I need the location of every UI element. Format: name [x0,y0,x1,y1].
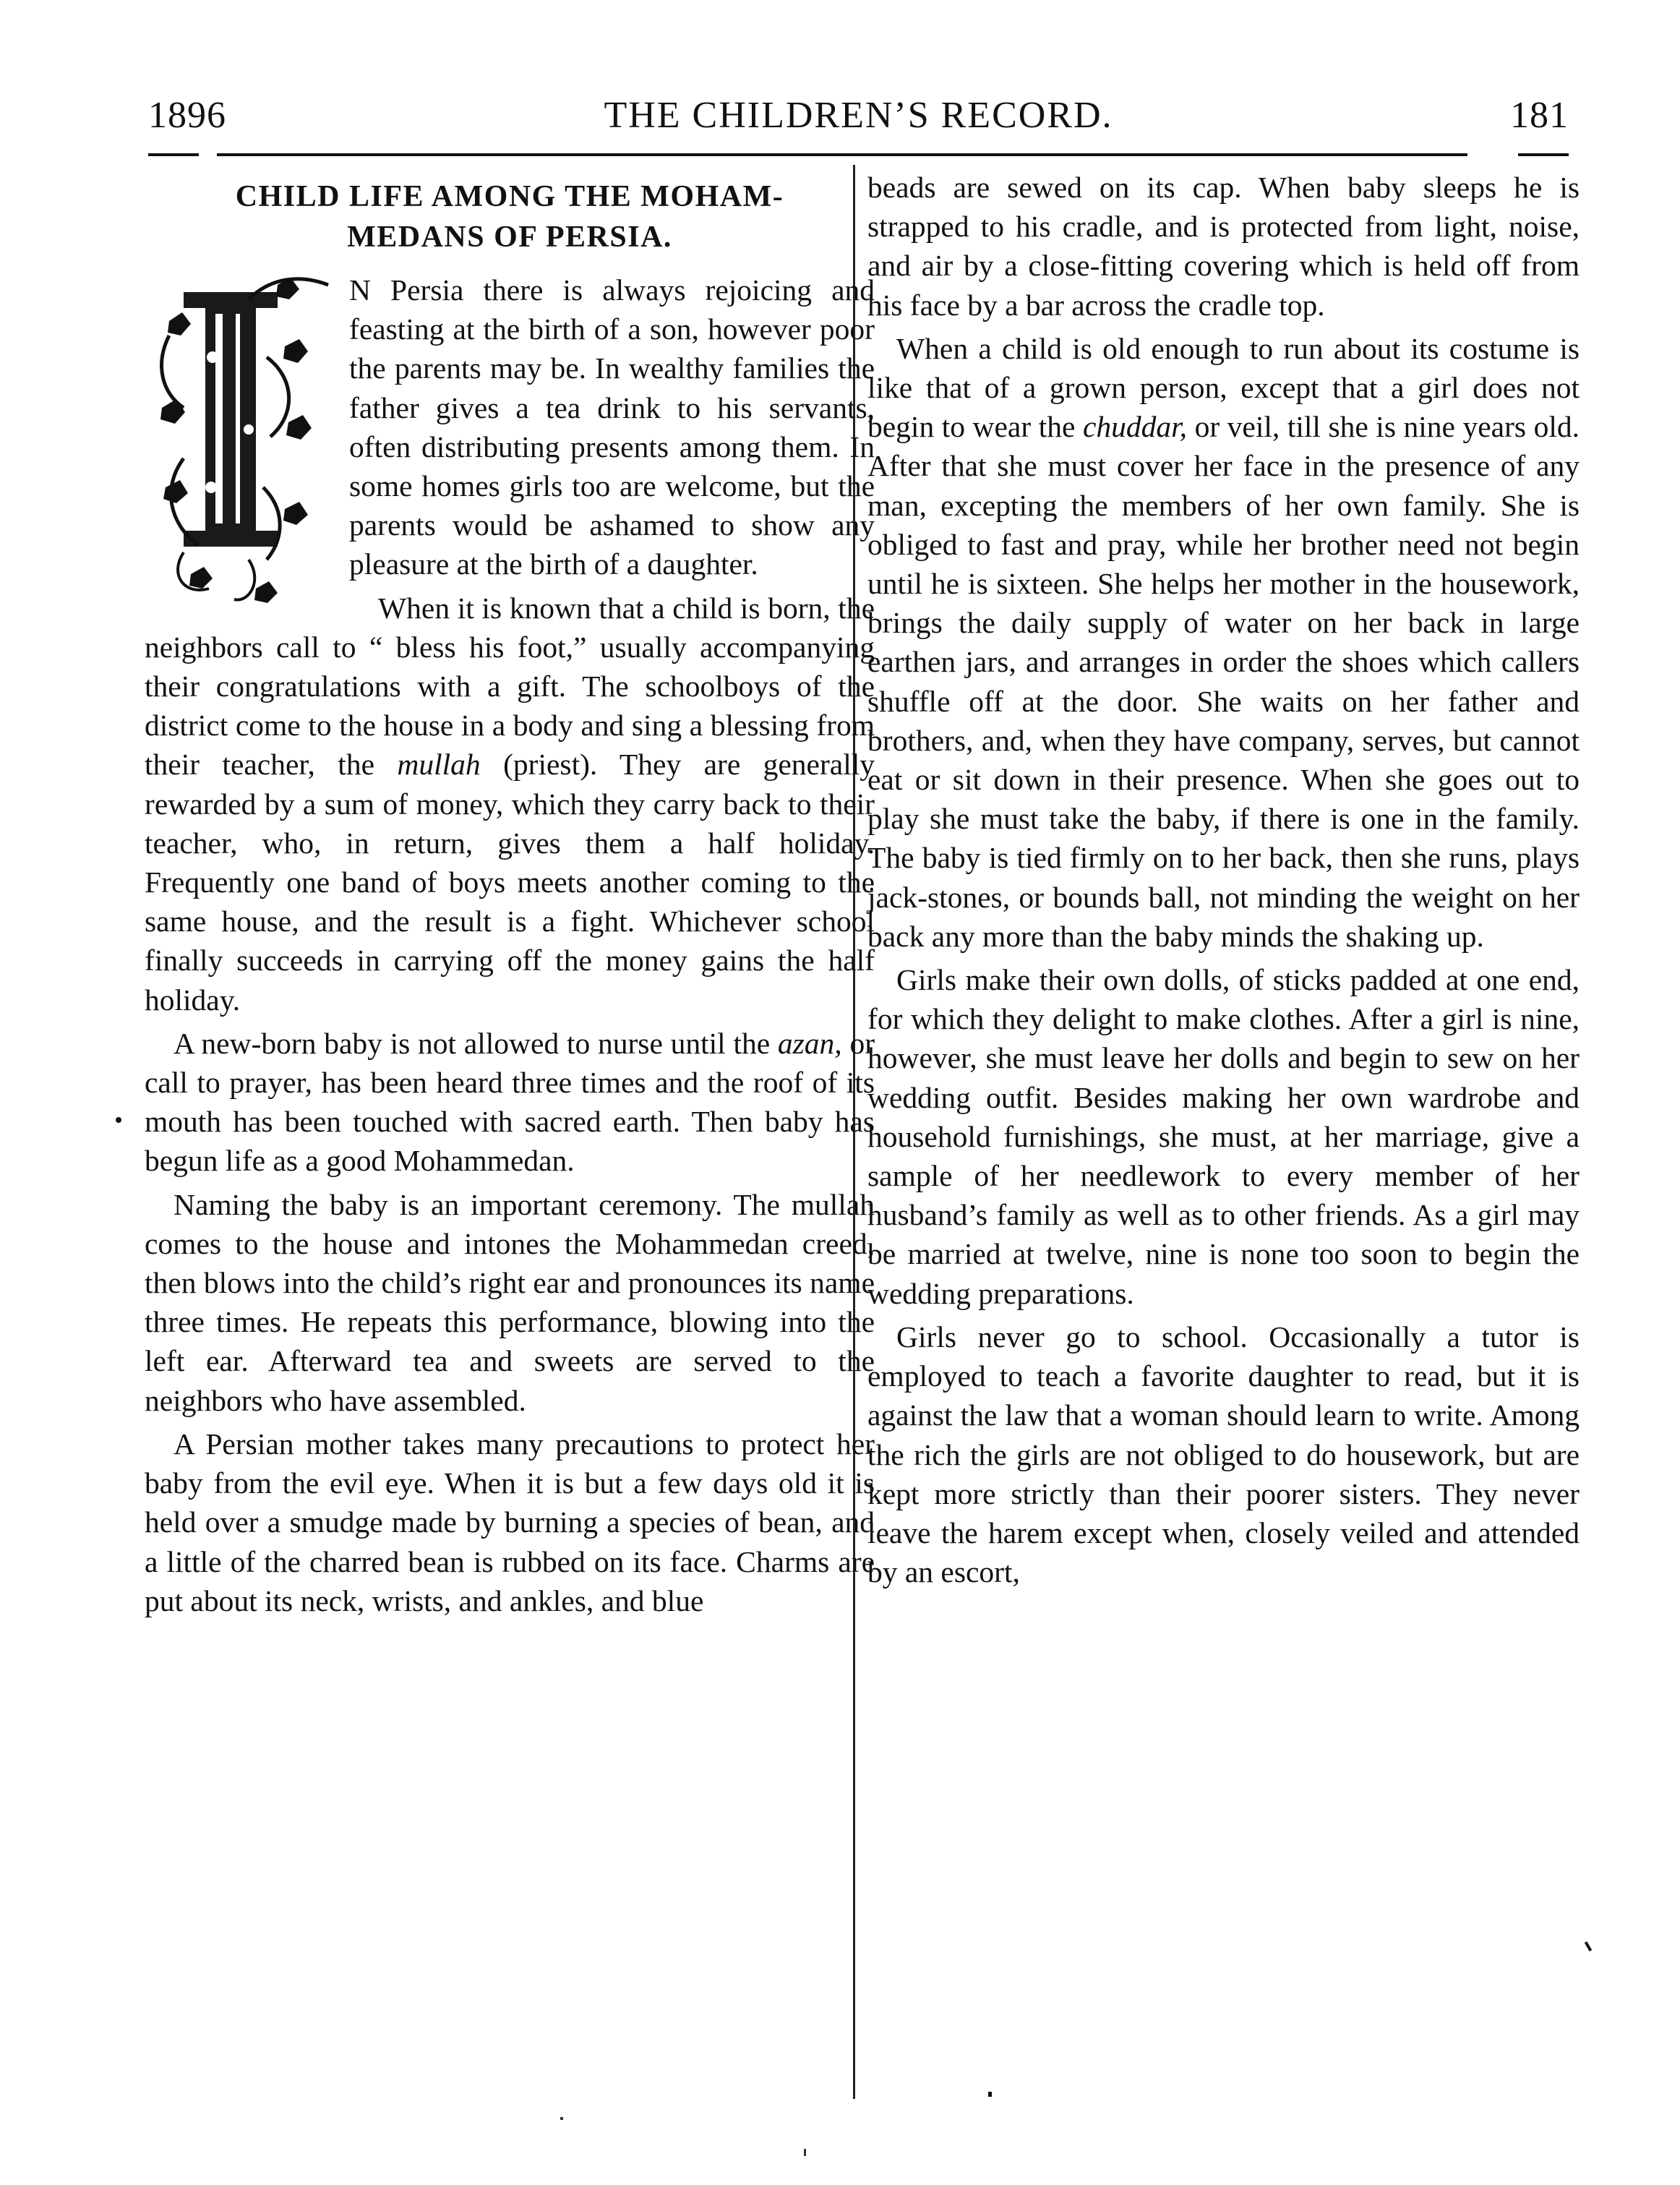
page-number: 181 [1510,95,1569,136]
article-title-line2: MEDANS OF PERSIA. [347,221,672,254]
paragraph-school: Girls never go to school. Occasionally a tutor is employed to teach a favorite daughter to read, but it is against the law that a woman should learn to write. Among the rich the girls are not obliged to do housework, but are kept more strictly than their poorer sisters. They never leave the harem except when, closely veiled and attended by an escort, [867,1320,1580,1589]
article-title [145,176,875,257]
ivy-initial-ornament [140,270,339,614]
print-speck [116,1117,121,1123]
term-chuddar: chuddar, [1082,410,1188,444]
header-rule-right [1518,153,1569,156]
decorated-drop-cap [140,270,339,614]
column-right [867,168,1580,1596]
header-rule-left [148,153,199,156]
print-speck [988,2092,992,2097]
journal-title: THE CHILDREN’S RECORD. [604,95,1113,136]
print-speck [804,2149,806,2156]
term-mullah: mullah [397,748,481,782]
paragraph-bless-his-foot: When it is known that a child is born, the neighbors call to “ bless his foot,” usually accompanying their congratulations with a gift. The schoolboys of the district come to the house in a body and sing a blessing from their teacher, the mullah (priest). They are generally rewarded by a sum of money, which they carry back to their teacher, who, in return, gives them a half holiday. Frequently one band of boys meets another coming to the same house, and the result is a fight. Whichever school finally succeeds in carrying off the money gains the half holiday. [145,591,875,1017]
paragraph-dolls: Girls make their own dolls, of sticks padded at one end, for which they delight to make clothes. After a girl is nine, however, she must leave her dolls and begin to sew on her wedding outfit. Besides making her own wardrobe and household furnishings, she must, at her marriage, give a sample of her needlework to every member of her husband’s family as well as to other friends. As a girl may be married at twelve, nine is none too soon to begin the wedding preparations. [867,963,1580,1310]
header-year: 1896 [148,95,226,136]
paragraph-cradle: beads are sewed on its cap. When baby sleeps he is strapped to his cradle, and is protected from light, noise, and air by a close-fitting covering which is held off from his face by a bar across the cradle top. [867,171,1580,322]
column-left [145,168,875,1625]
paragraph-naming-ceremony: Naming the baby is an important ceremony. The mullah comes to the house and intones the Mohammedan creed, then blows into the child’s right ear and pronounces its name three times. He repeats this performance, blowing into the left ear. Afterward tea and sweets are served to the neighbors who have assembled. [145,1187,875,1417]
term-azan: azan, [777,1026,842,1060]
running-head [148,87,1569,145]
paragraph-birth-celebration: N Persia there is always rejoicing and feasting at the birth of a son, however poor the parents may be. In wealthy families the father gives a tea drink to his servants, often distributing presents among them. In some homes girls too are welcome, but the parents would be ashamed to show any pleasure at the birth of a daughter. [349,273,875,581]
paragraph-azan: A new-born baby is not allowed to nurse until the azan, or call to prayer, has been heard three times and the roof of its mouth has been touched with sacred earth. Then baby has begun life as a good Mohammedan. [145,1026,875,1178]
print-speck [560,2117,563,2120]
article-title-line1: CHILD LIFE AMONG THE MOHAM- [235,180,784,213]
header-rule-center [217,153,1467,156]
paragraph-costume: When a child is old enough to run about its costume is like that of a grown person, except that a girl does not begin to wear the chuddar, or veil, till she is nine years old. After that she must cover her face in the presence of any man, excepting the members of her own family. She is obliged to fast and pray, while her brother need not begin until he is sixteen. She helps her mother in the housework, brings the daily supply of water on her back in large earthen jars, and arranges in order the shoes which callers shuffle off at the door. She waits on her father and brothers, and, when they have company, serves, but cannot eat or sit down in their presence. When she goes out to play she must take the baby, if there is one in the family. The baby is tied firmly on to her back, then she runs, plays jack-stones, or bounds ball, not minding the weight on her back any more than the baby minds the shaking up. [867,331,1580,953]
paragraph-evil-eye: A Persian mother takes many precautions to protect her baby from the evil eye. When it is but a few days old it is held over a smudge made by burning a species of bean, and a little of the charred bean is rubbed on its face. Charms are put about its neck, wrists, and ankles, and blue [145,1427,875,1617]
print-speck [1585,1941,1592,1951]
